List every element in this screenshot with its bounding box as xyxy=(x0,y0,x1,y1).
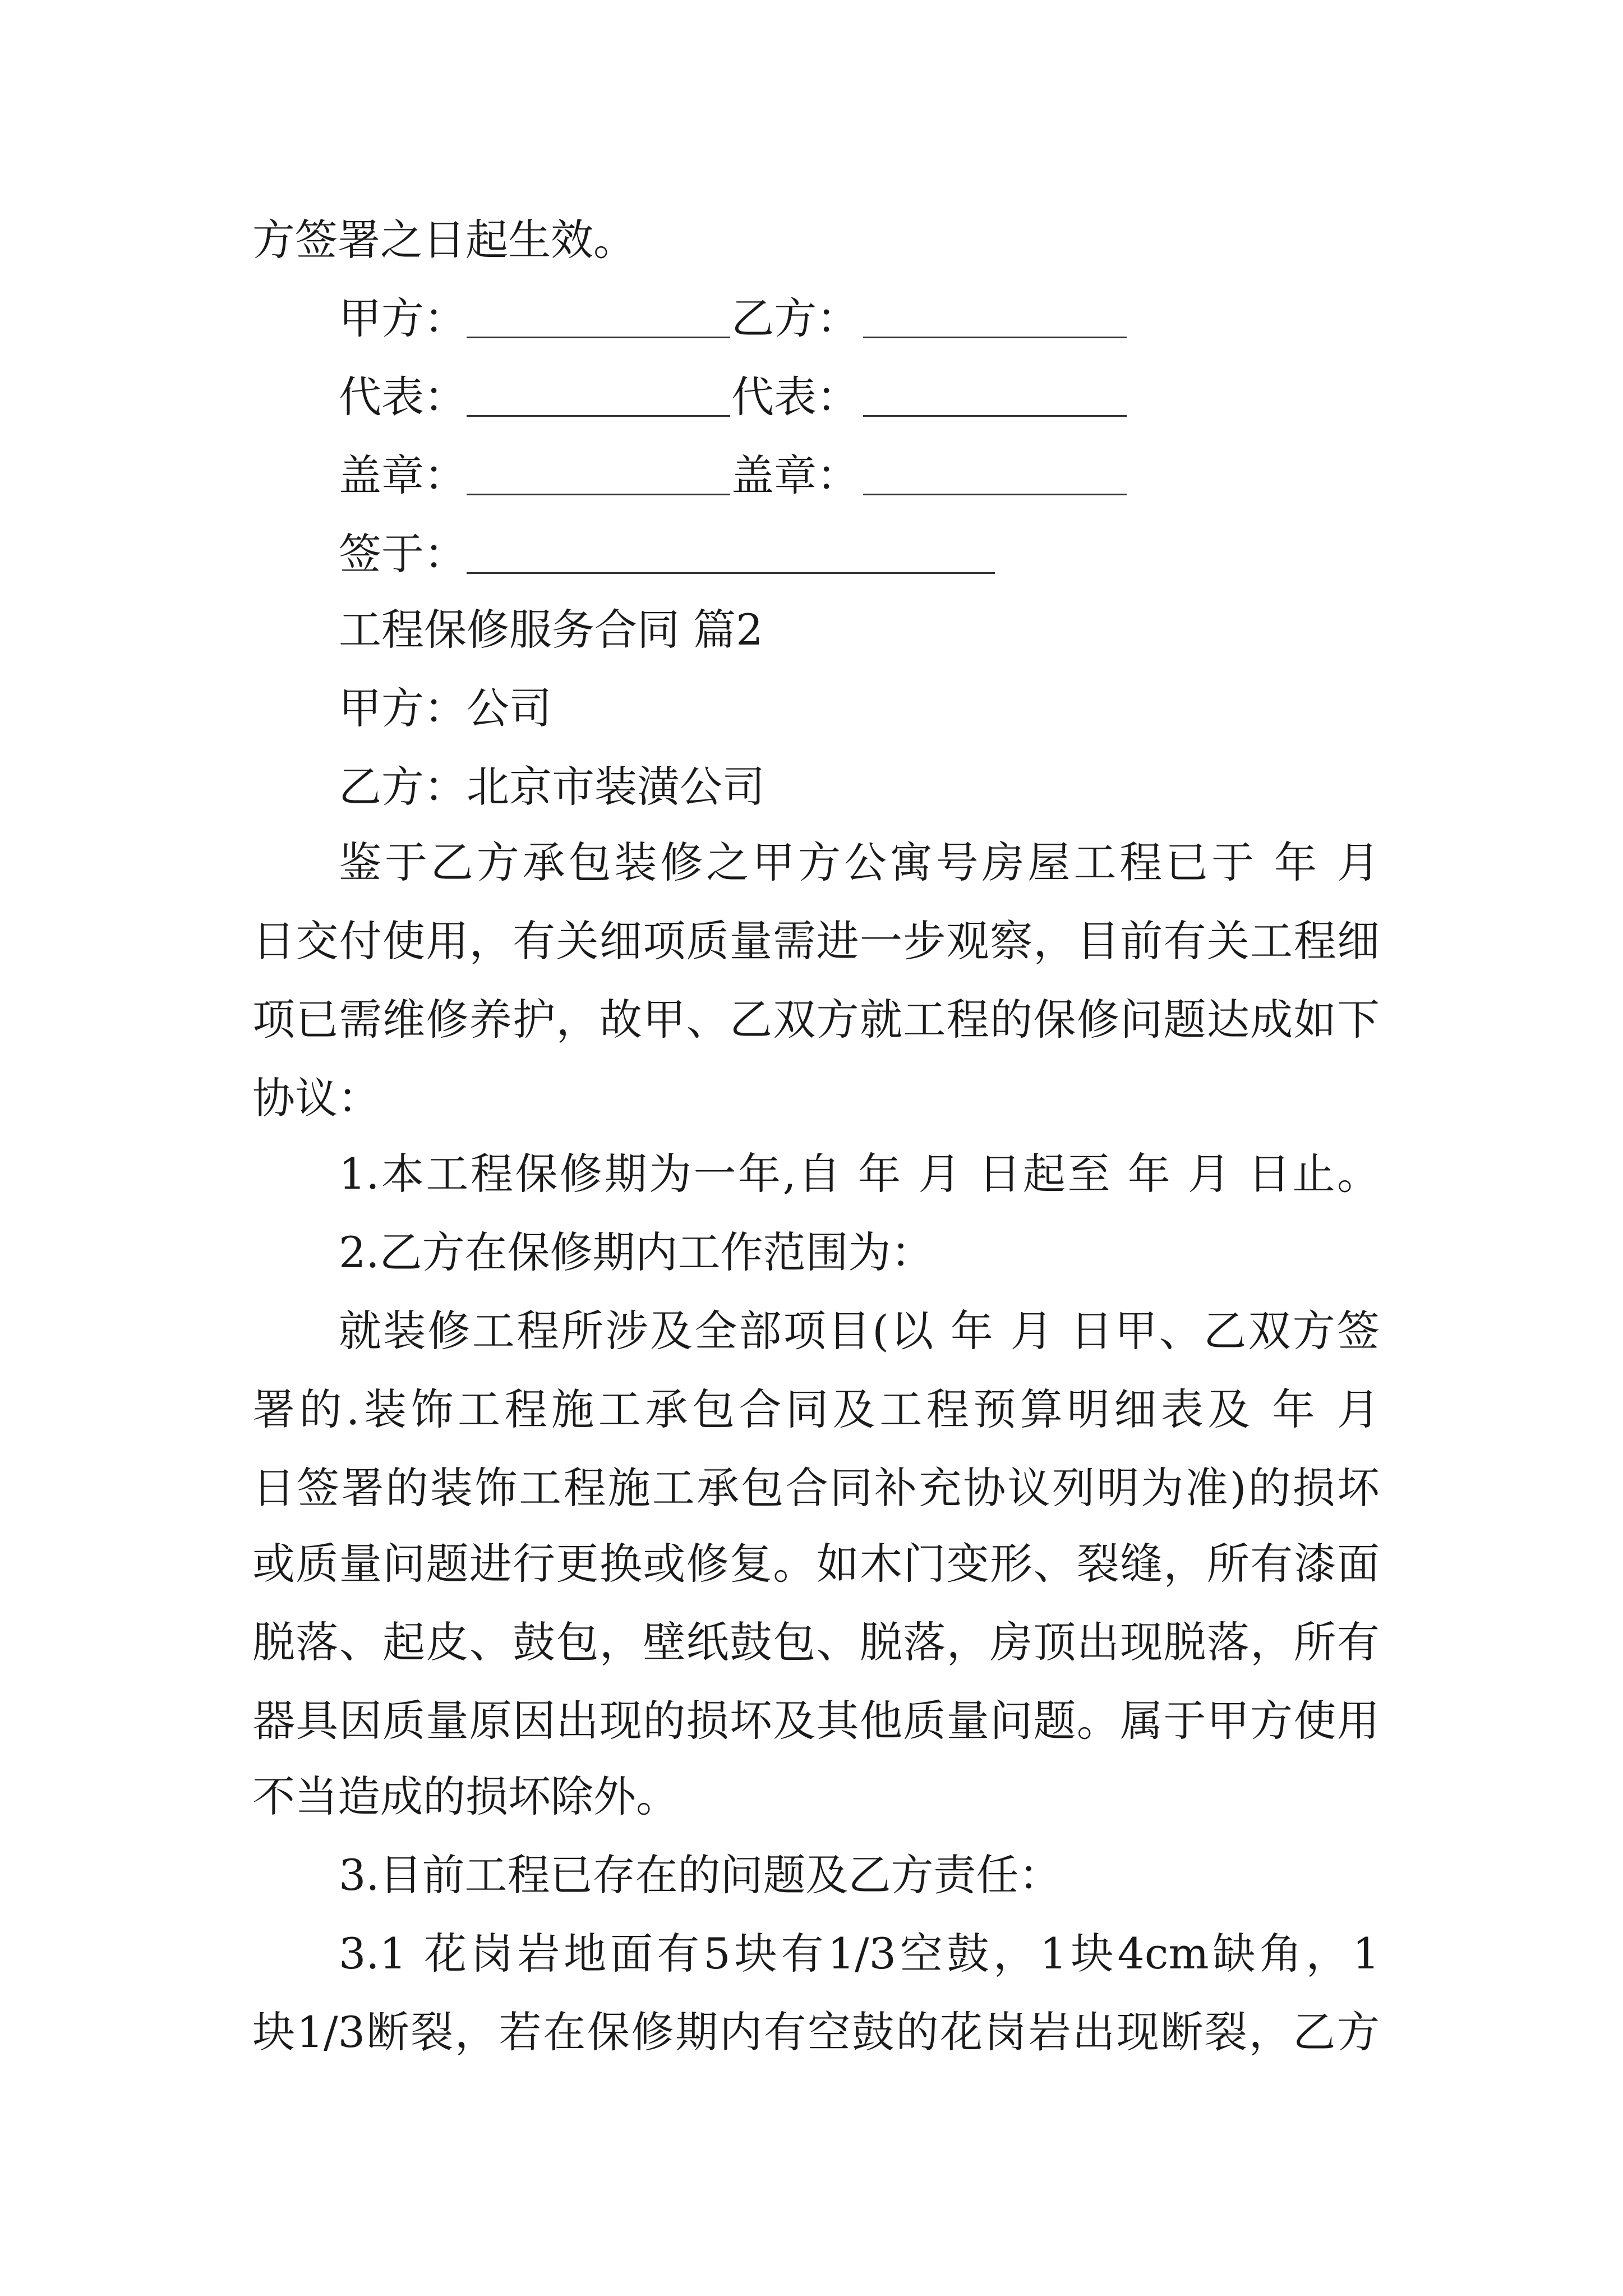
rep-b-label: 代表： xyxy=(731,372,859,422)
rep-a-label: 代表： xyxy=(339,372,467,422)
paragraph-line: 协议： xyxy=(252,1073,380,1123)
signature-row-date xyxy=(339,529,1141,583)
seal-a-blank[interactable] xyxy=(467,494,730,495)
paragraph-line: 不当造成的损坏除外。 xyxy=(252,1772,679,1821)
paragraph-line: 日签署的装饰工程施工承包合同补充协议列明为准)的损坏 xyxy=(252,1463,1380,1513)
signature-row-representative xyxy=(339,372,1141,426)
party-b-line: 乙方：北京市装潢公司 xyxy=(339,762,765,812)
paragraph-line: 项已需维修养护，故甲、乙双方就工程的保修问题达成如下 xyxy=(252,995,1380,1045)
clause-3: 3.目前工程已存在的问题及乙方责任： xyxy=(339,1850,1062,1900)
paragraph-line: 署的.装饰工程施工承包合同及工程预算明细表及 年 月 xyxy=(252,1384,1380,1434)
party-a-blank[interactable] xyxy=(467,337,730,338)
clause-3-1-line: 块1/3断裂，若在保修期内有空鼓的花岗岩出现断裂，乙方 xyxy=(252,2007,1380,2057)
rep-b-blank[interactable] xyxy=(863,415,1127,417)
paragraph-line: 日交付使用，有关细项质量需进一步观察，目前有关工程细 xyxy=(252,916,1380,966)
seal-b-label: 盖章： xyxy=(731,450,859,500)
paragraph-line: 脱落、起皮、鼓包，壁纸鼓包、脱落，房顶出现脱落，所有 xyxy=(252,1617,1380,1667)
signed-at-label: 签于： xyxy=(339,529,467,579)
clause-2: 2.乙方在保修期内工作范围为： xyxy=(339,1227,934,1277)
paragraph-line: 或质量问题进行更换或修复。如木门变形、裂缝，所有漆面 xyxy=(252,1539,1380,1589)
paragraph-line: 器具因质量原因出现的损坏及其他质量问题。属于甲方使用 xyxy=(252,1696,1380,1746)
signature-row-party xyxy=(339,293,1141,348)
paragraph-line: 鉴于乙方承包装修之甲方公寓号房屋工程已于 年 月 xyxy=(339,838,1380,887)
signed-at-blank[interactable] xyxy=(467,572,995,574)
clause-3-1-line: 3.1 花岗岩地面有5块有1/3空鼓，1块4cm缺角，1 xyxy=(339,1929,1380,1978)
seal-b-blank[interactable] xyxy=(863,494,1127,495)
party-b-blank[interactable] xyxy=(863,337,1127,338)
party-a-label: 甲方： xyxy=(339,293,467,343)
party-b-label: 乙方： xyxy=(731,293,859,343)
signature-row-seal xyxy=(339,450,1141,505)
party-a-line: 甲方：公司 xyxy=(339,683,552,733)
section-title: 工程保修服务合同 篇2 xyxy=(339,605,763,655)
seal-a-label: 盖章： xyxy=(339,450,467,500)
text-line: 方签署之日起生效。 xyxy=(252,215,636,265)
paragraph-line: 就装修工程所涉及全部项目(以 年 月 日甲、乙双方签 xyxy=(339,1306,1380,1356)
clause-1: 1.本工程保修期为一年,自 年 月 日起至 年 月 日止。 xyxy=(339,1149,1380,1199)
rep-a-blank[interactable] xyxy=(467,415,730,417)
